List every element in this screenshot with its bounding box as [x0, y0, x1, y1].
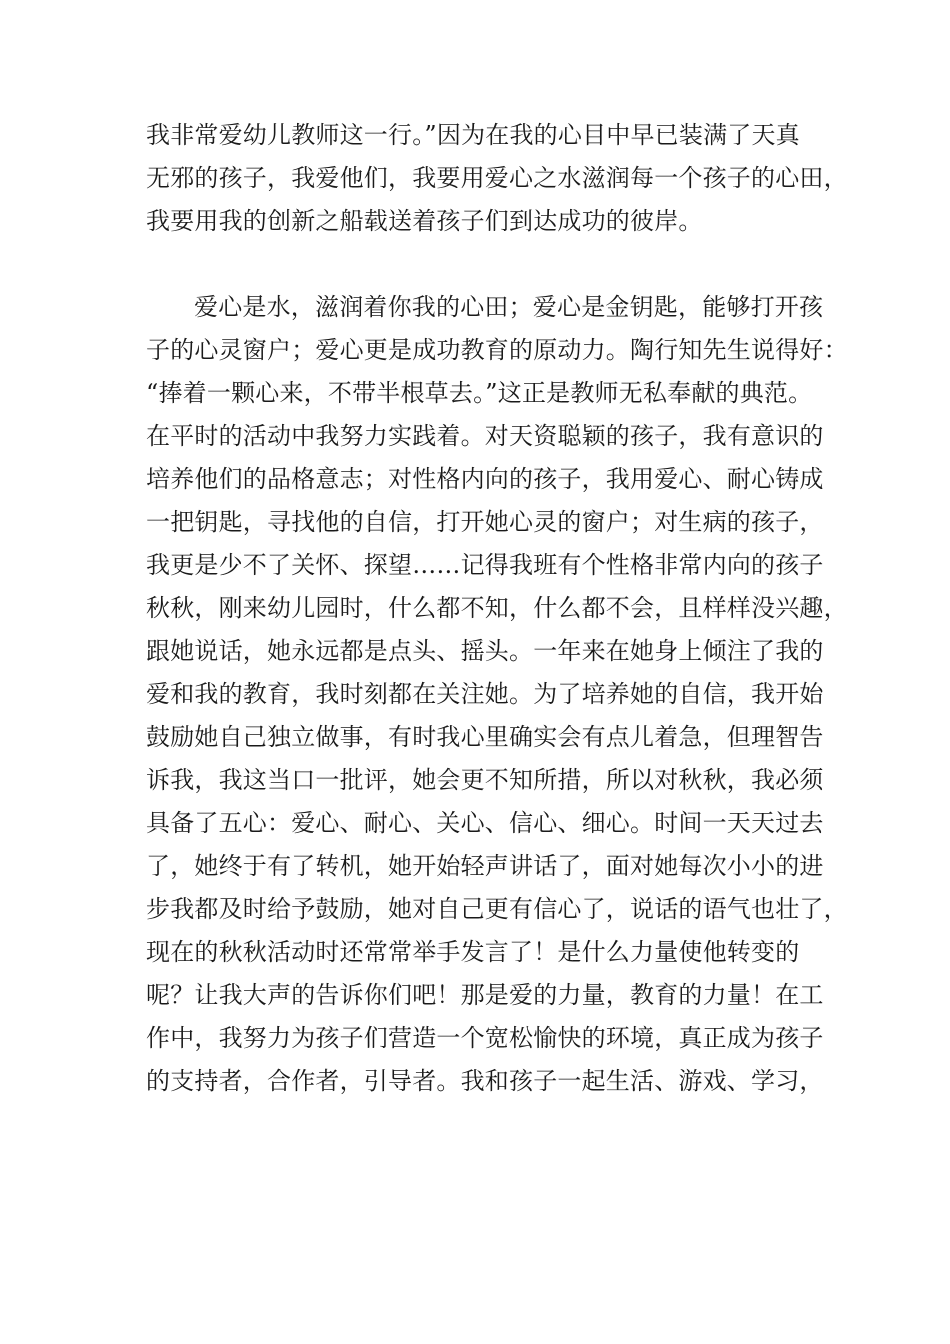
text-line: 在平时的活动中我努力实践着。对天资聪颖的孩子，我有意识的: [146, 422, 824, 450]
text-line: 步我都及时给予鼓励，她对自己更有信心了，说话的语气也壮了，: [146, 895, 848, 923]
text-line: 爱和我的教育，我时刻都在关注她。为了培养她的自信，我开始: [146, 680, 824, 708]
text-line: 跟她说话，她永远都是点头、摇头。一年来在她身上倾注了我的: [146, 637, 824, 665]
text-line: 我要用我的创新之船载送着孩子们到达成功的彼岸。: [146, 207, 703, 235]
text-line: 秋秋，刚来幼儿园时，什么都不知，什么都不会，且样样没兴趣，: [146, 594, 848, 622]
paragraph-2: [146, 286, 848, 1103]
text-line: 子的心灵窗户；爱心更是成功教育的原动力。陶行知先生说得好：: [146, 336, 848, 364]
text-line: 一把钥匙，寻找他的自信，打开她心灵的窗户；对生病的孩子，: [146, 508, 824, 536]
text-line: 我非常爱幼儿教师这一行。”因为在我的心目中早已装满了天真: [146, 121, 800, 149]
text-line: 无邪的孩子，我爱他们，我要用爱心之水滋润每一个孩子的心田，: [146, 164, 848, 192]
text-line: 具备了五心：爱心、耐心、关心、信心、细心。时间一天天过去: [146, 809, 824, 837]
text-line: 呢？让我大声的告诉你们吧！那是爱的力量，教育的力量！在工: [146, 981, 824, 1009]
text-line: 爱心是水，滋润着你我的心田；爱心是金钥匙，能够打开孩: [194, 293, 824, 321]
text-line: 现在的秋秋活动时还常常举手发言了！是什么力量使他转变的: [146, 938, 800, 966]
text-line: 作中，我努力为孩子们营造一个宽松愉快的环境，真正成为孩子: [146, 1024, 824, 1052]
text-line: 培养他们的品格意志；对性格内向的孩子，我用爱心、耐心铸成: [146, 465, 824, 493]
text-line: “捧着一颗心来，不带半根草去。”这正是教师无私奉献的典范。: [146, 379, 813, 407]
text-line: 我更是少不了关怀、探望……记得我班有个性格非常内向的孩子: [146, 551, 824, 579]
text-line: 鼓励她自己独立做事，有时我心里确实会有点儿着急，但理智告: [146, 723, 824, 751]
text-line: 了，她终于有了转机，她开始轻声讲话了，面对她每次小小的进: [146, 852, 824, 880]
text-line: 诉我，我这当口一批评，她会更不知所措，所以对秋秋，我必须: [146, 766, 824, 794]
paragraph-1: [146, 114, 848, 243]
text-line: 的支持者，合作者，引导者。我和孩子一起生活、游戏、学习，: [146, 1067, 824, 1095]
